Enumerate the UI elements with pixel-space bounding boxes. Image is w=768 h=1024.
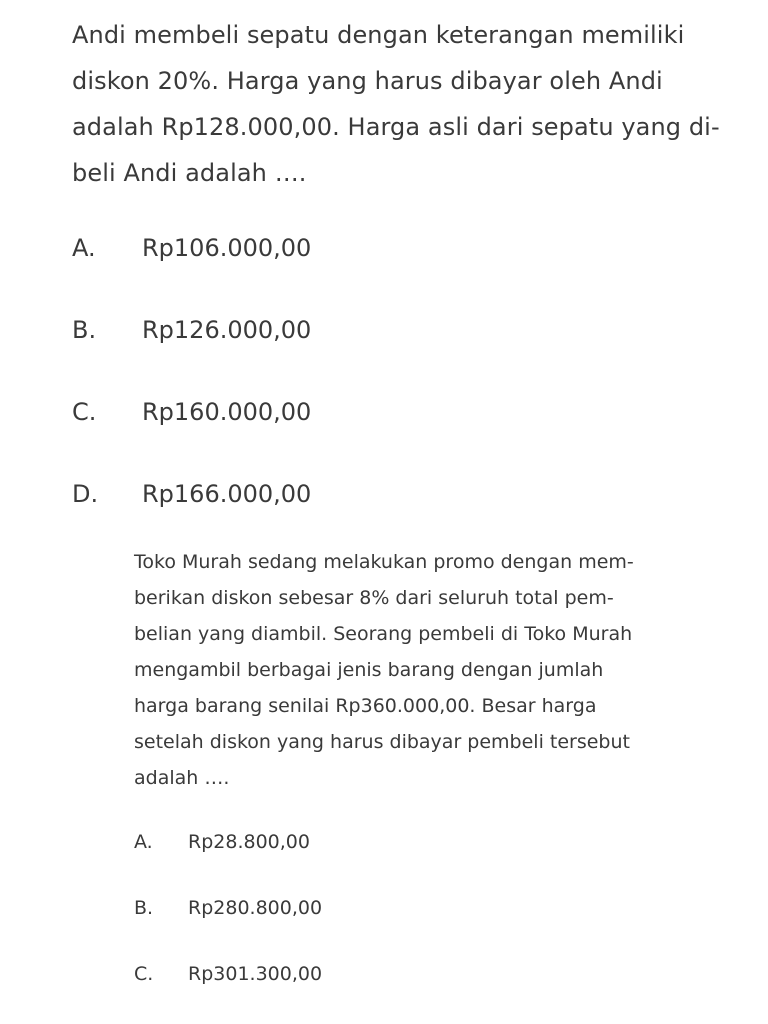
option-value: Rp280.800,00 bbox=[188, 897, 323, 919]
option-letter: B. bbox=[72, 316, 97, 344]
option-letter: A. bbox=[134, 831, 153, 853]
question-2-stem-line: setelah diskon yang harus dibayar pembeli tersebut bbox=[134, 731, 630, 753]
question-2-stem-line: Toko Murah sedang melakukan promo dengan mem- bbox=[134, 551, 634, 573]
option-letter: C. bbox=[72, 398, 97, 426]
question-1-stem-line: beli Andi adalah …. bbox=[72, 159, 307, 187]
question-2-stem-line: harga barang senilai Rp360.000,00. Besar harga bbox=[134, 695, 597, 717]
question-2-stem-line: berikan diskon sebesar 8% dari seluruh total pem- bbox=[134, 587, 614, 609]
question-2-stem bbox=[134, 544, 694, 796]
question-1-stem bbox=[72, 12, 720, 196]
question-2-stem-line: mengambil berbagai jenis barang dengan jumlah bbox=[134, 659, 604, 681]
question-2-stem-line: belian yang diambil. Seorang pembeli di Toko Murah bbox=[134, 623, 633, 645]
option-letter: A. bbox=[72, 234, 96, 262]
option-value: Rp160.000,00 bbox=[142, 398, 312, 426]
question-1-stem-line: adalah Rp128.000,00. Harga asli dari sepatu yang di- bbox=[72, 113, 720, 141]
question-2-stem-line: adalah …. bbox=[134, 767, 230, 789]
question-1-stem-line: diskon 20%. Harga yang harus dibayar oleh Andi bbox=[72, 67, 663, 95]
option-letter: C. bbox=[134, 963, 154, 985]
option-value: Rp166.000,00 bbox=[142, 480, 312, 508]
option-letter: D. bbox=[72, 480, 99, 508]
option-value: Rp106.000,00 bbox=[142, 234, 312, 262]
option-value: Rp301.300,00 bbox=[188, 963, 323, 985]
option-letter: B. bbox=[134, 897, 154, 919]
question-1-stem-line: Andi membeli sepatu dengan keterangan memiliki bbox=[72, 21, 685, 49]
option-value: Rp28.800,00 bbox=[188, 831, 310, 853]
option-value: Rp126.000,00 bbox=[142, 316, 312, 344]
